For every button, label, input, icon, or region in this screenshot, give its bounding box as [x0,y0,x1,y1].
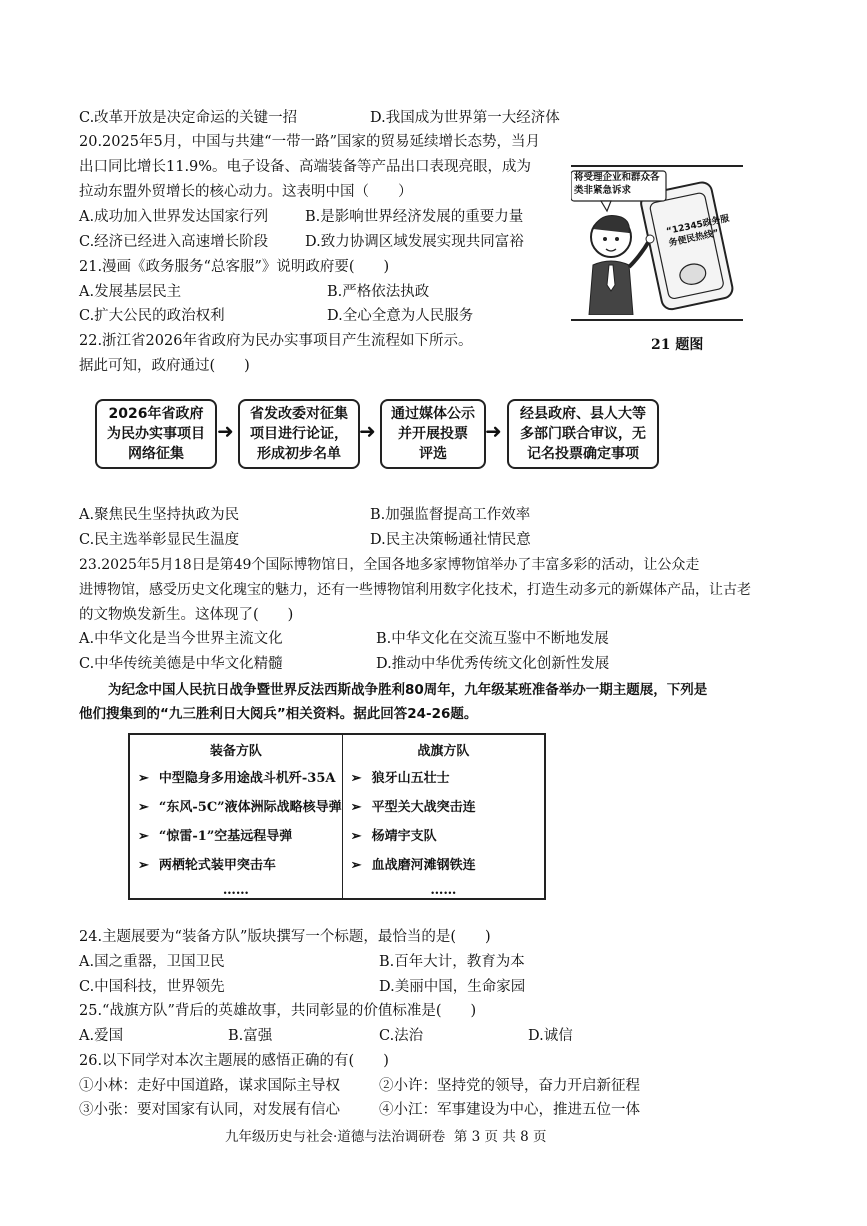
q21-stem: 21.漫画《政务服务“总客服”》说明政府要( ) [79,259,390,275]
bullet-icon: ➢ [350,800,362,815]
q25-option-c: C.法治 [379,1028,424,1044]
cartoon-hotline-label: “12345政务服务便民热线” [665,213,731,249]
equipment-column [129,734,342,899]
q23-stem-line1: 23.2025年5月18日是第49个国际博物馆日，全国各地多家博物馆举办了丰富多彩的活动，让公众走 [79,557,700,573]
q23-option-b: B.中华文化在交流互鉴中不断地发展 [376,631,609,647]
flow-arrow-icon: ➜ [359,419,376,443]
q23-stem-line2: 进博物馆，感受历史文化瑰宝的魅力，还有一些博物馆利用数字化技术，打造生动多元的新媒体产品，让古老 [79,582,751,598]
q20-stem-line3: 拉动东盟外贸增长的核心动力。这表明中国（ ） [79,184,413,200]
flag-item [351,825,544,844]
flow-step-1-line1: 2026年省政府 [108,406,204,422]
q26-stem: 26.以下同学对本次主题展的感悟正确的有( ) [79,1053,389,1069]
flow-step-4-line2: 多部门联合审议，无 [520,426,646,442]
q24-option-b: B.百年大计，教育为本 [379,954,525,970]
q25-option-b: B.富强 [228,1028,273,1044]
material-intro-line2: 他们搜集到的“九三胜利日大阅兵”相关资料。据此回答24-26题。 [79,706,478,722]
flow-step-3-line2: 并开展投票 [398,426,468,442]
q22-stem-line2: 据此可知，政府通过( ) [79,358,250,374]
equipment-item [138,825,342,844]
flow-step-4-line3: 记名投票确定事项 [527,446,639,462]
q26-statement-3: ③小张：要对国家有认同，对发展有信心 [79,1102,340,1118]
flow-step-2 [238,399,360,469]
q24-option-a: A.国之重器，卫国卫民 [79,954,225,970]
flag-item [351,796,544,815]
q24-option-c: C.中国科技，世界领先 [79,979,225,995]
q22-option-c: C.民主选举彰显民生温度 [79,532,240,548]
q21-figure-caption: 21 题图 [651,337,704,353]
q24-stem: 24.主题展要为“装备方队”版块撰写一个标题，最恰当的是( ) [79,929,491,945]
q25-option-a: A.爱国 [79,1028,124,1044]
q22-option-a: A.聚焦民生坚持执政为民 [79,507,240,523]
flow-step-1-line3: 网络征集 [128,446,184,462]
flag-item [351,767,544,786]
q25-option-d: D.诚信 [528,1028,573,1044]
q25-stem: 25.“战旗方队”背后的英雄故事，共同彰显的价值标准是( ) [79,1003,477,1019]
equipment-item [138,796,342,815]
q22-option-d: D.民主决策畅通社情民意 [370,532,531,548]
flow-step-2-line2: 项目进行论证， [250,426,348,442]
material-intro-line1: 为纪念中国人民抗日战争暨世界反法西斯战争胜利80周年，九年级某班准备举办一期主题展，下列是 [108,682,708,698]
equipment-item-label: “惊雷-1”空基远程导弹 [158,829,293,844]
cartoon-illustration [571,165,743,321]
bullet-icon: ➢ [138,800,149,815]
equipment-item-label: “东风-5C”液体洲际战略核导弹 [158,800,342,815]
flow-arrow-icon: ➜ [485,419,502,443]
flag-item-label: 血战磨河滩钢铁连 [371,858,476,873]
flow-step-2-line1: 省发改委对征集 [250,406,348,422]
q26-statement-4: ④小江：军事建设为中心，推进五位一体 [379,1102,640,1118]
q20-stem-line2: 出口同比增长11.9%。电子设备、高端装备等产品出口表现亮眼，成为 [79,159,532,175]
q19-option-c: C.改革开放是决定命运的关键一招 [79,110,298,126]
flow-arrow-icon: ➜ [217,419,234,443]
bullet-icon: ➢ [138,858,149,873]
q23-option-d: D.推动中华优秀传统文化创新性发展 [376,656,610,672]
q21-option-c: C.扩大公民的政治权利 [79,308,225,324]
q20-stem-line1: 20.2025年5月，中国与共建“一带一路”国家的贸易延续增长态势，当月 [79,134,541,150]
q23-stem-line3: 的文物焕发新生。这体现了( ) [79,607,294,623]
q20-option-c: C.经济已经进入高速增长阶段 [79,234,269,250]
q26-statement-2: ②小许：坚持党的领导，奋力开启新征程 [379,1078,640,1094]
flow-step-2-line3: 形成初步名单 [257,446,341,462]
page-footer: 九年级历史与社会·道德与法治调研卷 第 3 页 共 8 页 [225,1129,547,1145]
equipment-header: 装备方队 [209,744,262,759]
q20-option-a: A.成功加入世界发达国家行列 [79,209,269,225]
flag-ellipsis: …… [430,883,457,898]
q23-option-a: A.中华文化是当今世界主流文化 [79,631,283,647]
bullet-icon: ➢ [350,829,362,844]
q19-option-d: D.我国成为世界第一大经济体 [370,110,560,126]
parade-table [128,733,546,900]
equipment-ellipsis: …… [222,883,249,898]
bullet-icon: ➢ [138,829,149,844]
q23-option-c: C.中华传统美德是中华文化精髓 [79,656,283,672]
cartoon-speech-bubble: 将受理企业和群众各类非紧急诉求 [574,172,660,196]
flow-step-1-line2: 为民办实事项目 [107,426,205,442]
equipment-item-label: 两栖轮式装甲突击车 [158,858,276,873]
flow-step-4 [507,399,659,469]
bullet-icon: ➢ [138,771,149,786]
q26-statement-1: ①小林：走好中国道路，谋求国际主导权 [79,1078,340,1094]
flag-item-label: 杨靖宇支队 [371,829,437,844]
flow-step-3 [380,399,486,469]
flow-step-4-line1: 经县政府、县人大等 [520,406,646,422]
equipment-item-label: 中型隐身多用途战斗机歼-35A [158,771,336,786]
flag-item-label: 平型关大战突击连 [371,800,476,815]
bullet-icon: ➢ [350,771,362,786]
q21-option-b: B.严格依法执政 [327,284,430,300]
q22-option-b: B.加强监督提高工作效率 [370,507,531,523]
bullet-icon: ➢ [350,858,362,873]
flag-item-label: 狼牙山五壮士 [371,771,450,786]
q22-stem-line1: 22.浙江省2026年省政府为民办实事项目产生流程如下所示。 [79,333,473,349]
flow-step-3-line3: 评选 [419,446,447,462]
q24-option-d: D.美丽中国，生命家园 [379,979,526,995]
flag-column [342,734,545,899]
flow-step-1 [95,399,217,469]
flag-item [351,854,544,873]
q21-option-a: A.发展基层民主 [79,284,182,300]
flag-header: 战旗方队 [417,744,470,759]
q21-option-d: D.全心全意为人民服务 [327,308,474,324]
equipment-item [138,854,342,873]
equipment-item [138,767,342,786]
q20-option-d: D.致力协调区域发展实现共同富裕 [305,234,524,250]
q20-option-b: B.是影响世界经济发展的重要力量 [305,209,524,225]
flow-step-3-line1: 通过媒体公示 [391,406,475,422]
